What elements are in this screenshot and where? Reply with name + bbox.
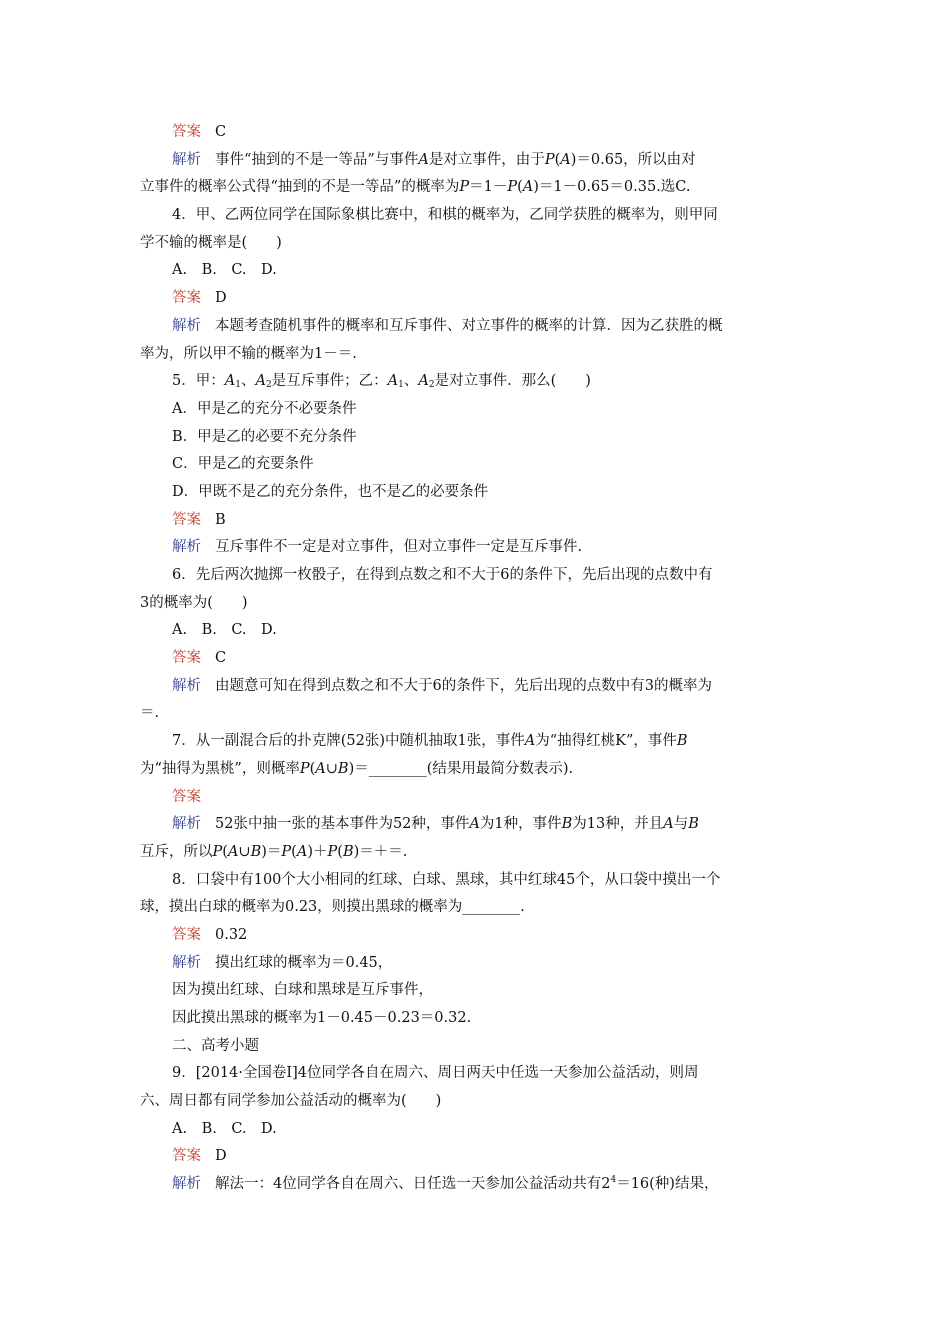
- question-6: 6．先后两次抛掷一枚骰子，在得到点数之和不大于6的条件下，先后出现的点数中有: [172, 567, 713, 583]
- explanation-tag: 解析: [172, 151, 201, 168]
- section-heading: 二、高考小题: [172, 1037, 259, 1054]
- math-var: B: [337, 760, 349, 777]
- answer-line: [140, 784, 812, 812]
- explanation-text: 摸出红球的概率为＝0.45，: [215, 954, 393, 971]
- explanation-line: [140, 534, 812, 562]
- math-var: P: [212, 843, 223, 860]
- explanation-tag: 解析: [172, 954, 201, 971]
- text-run: (: [337, 843, 343, 860]
- explanation-tag: 解析: [172, 677, 201, 694]
- subscript: 1: [398, 380, 404, 391]
- explanation-line: [140, 147, 812, 175]
- text-run: (: [517, 179, 523, 196]
- question-4: 4．甲、乙两位同学在国际象棋比赛中，和棋的概率为，乙同学获胜的概率为，则甲同: [172, 207, 718, 224]
- explanation-text: 互斥事件不一定是对立事件，但对立事件一定是互斥事件.: [215, 539, 583, 556]
- text-run: 为13种，并且: [572, 816, 664, 833]
- question-5: [140, 368, 812, 396]
- question-4-options: A. B. C. D.: [172, 262, 277, 279]
- text-run: 52张中抽一张的基本事件为52种，事件: [215, 816, 470, 833]
- question-8-cont: 球，摸出白球的概率为0.23，则摸出黑球的概率为________.: [140, 899, 525, 916]
- text-run: )＝________(结果用最简分数表示).: [348, 760, 574, 777]
- superscript: 4: [610, 1175, 617, 1186]
- math-var: A: [522, 179, 534, 196]
- math-var: A: [315, 760, 326, 777]
- option-d: D．甲既不是乙的充分条件，也不是乙的必要条件: [172, 483, 489, 500]
- question-8: 8．口袋中有100个大小相同的红球、白球、黑球，其中红球45个，从口袋中摸出一个: [172, 871, 721, 888]
- text-run: 为“抽得为黑桃”，则概率: [140, 760, 300, 777]
- answer-tag: 答案: [172, 290, 201, 307]
- text-run: (: [309, 760, 316, 777]
- math-var: P: [327, 843, 338, 860]
- text-run: (: [222, 843, 228, 860]
- explanation-tag: 解析: [172, 317, 201, 334]
- math-var: A: [255, 373, 266, 390]
- math-var: A: [469, 816, 480, 833]
- math-var: A: [296, 843, 308, 860]
- answer-tag: 答案: [172, 788, 201, 805]
- text-run: )＝1－0.65＝0.35.选C.: [533, 179, 691, 196]
- answer-line: [140, 507, 812, 535]
- math-var: A: [227, 843, 239, 860]
- answer-tag: 答案: [172, 926, 201, 943]
- text-run: 、: [403, 373, 419, 390]
- answer-text: C: [215, 650, 227, 667]
- document-body: [140, 119, 812, 1199]
- math-var: A: [387, 373, 399, 390]
- question-4-cont: 学不输的概率是( ): [140, 234, 282, 251]
- text-line: 率为，所以甲不输的概率为1－＝.: [140, 345, 357, 362]
- text-run: 立事件的概率公式得“抽到的不是一等品”的概率为: [140, 179, 460, 196]
- answer-text: D: [215, 290, 227, 307]
- text-run: 7．从一副混合后的扑克牌(52张)中随机抽取1张，事件: [172, 733, 525, 750]
- explanation-line: [140, 1171, 812, 1199]
- text-run: ∪: [238, 843, 251, 860]
- answer-line: [140, 645, 812, 673]
- math-var: B: [250, 843, 262, 860]
- text-run: ＝16(种)结果，: [616, 1176, 719, 1193]
- answer-line: [140, 922, 812, 950]
- text-run: 互斥，所以: [140, 843, 213, 860]
- text-run: 5．甲：: [172, 373, 225, 390]
- text-run: (: [554, 151, 561, 168]
- text-line: 因为摸出红球、白球和黑球是互斥事件，: [172, 982, 433, 999]
- text-line: [140, 839, 812, 867]
- explanation-tag: 解析: [172, 1176, 201, 1193]
- question-9: 9．[2014·全国卷Ⅰ]4位同学各自在周六、周日两天中任选一天参加公益活动，则周: [172, 1065, 699, 1082]
- question-9-cont: 六、周日都有同学参加公益活动的概率为( ): [140, 1093, 442, 1110]
- text-line: 因此摸出黑球的概率为1－0.45－0.23＝0.32.: [172, 1010, 472, 1026]
- question-6-cont: 3的概率为( ): [140, 594, 248, 611]
- math-var: P: [507, 179, 518, 196]
- explanation-tag: 解析: [172, 816, 201, 833]
- math-var: A: [560, 151, 571, 168]
- math-var: B: [676, 733, 688, 750]
- question-6-options: A. B. C. D.: [172, 622, 277, 639]
- text-line: [140, 174, 812, 202]
- explanation-text: 由题意可知在得到点数之和不大于6的条件下，先后出现的点数中有3的概率为: [215, 677, 712, 694]
- math-var: A: [524, 733, 536, 750]
- subscript: 1: [235, 380, 241, 391]
- math-var: B: [561, 816, 573, 833]
- text-run: )＝: [261, 843, 282, 860]
- text-run: 事件“抽到的不是一等品”与事件: [215, 151, 419, 168]
- text-run: )＋: [307, 843, 328, 860]
- math-var: A: [418, 373, 429, 390]
- math-var: P: [544, 151, 555, 168]
- math-var: A: [663, 816, 674, 833]
- text-run: ＝1－: [469, 179, 508, 196]
- text-run: (: [291, 843, 297, 860]
- text-run: 是对立事件．那么( ): [434, 373, 591, 390]
- math-var: P: [299, 760, 310, 777]
- question-7: [140, 728, 812, 756]
- text-run: 解法一：4位同学各自在周六、日任选一天参加公益活动共有: [215, 1176, 602, 1193]
- answer-line: [140, 1143, 812, 1171]
- option-b: B．甲是乙的必要不充分条件: [172, 428, 357, 445]
- explanation-line: [140, 950, 812, 978]
- answer-tag: 答案: [172, 1148, 201, 1165]
- text-run: 为“抽得红桃K”，事件: [535, 733, 677, 750]
- math-number: 2: [601, 1176, 611, 1193]
- option-a: A．甲是乙的充分不必要条件: [172, 400, 357, 417]
- answer-text: D: [215, 1148, 227, 1165]
- math-var: P: [459, 179, 470, 196]
- answer-line: [140, 285, 812, 313]
- text-line: ＝.: [140, 705, 160, 722]
- answer-text: C: [215, 124, 227, 140]
- answer-line: [140, 119, 812, 147]
- subscript: 2: [428, 380, 435, 391]
- text-run: )＝＋＝.: [353, 843, 408, 860]
- explanation-line: [140, 313, 812, 341]
- math-var: B: [688, 816, 699, 833]
- text-run: 是对立事件，由于: [428, 151, 545, 168]
- text-run: )＝0.65，所以由对: [570, 151, 696, 168]
- math-var: A: [418, 151, 429, 168]
- answer-tag: 答案: [172, 124, 201, 140]
- explanation-tag: 解析: [172, 539, 201, 556]
- math-var: A: [224, 373, 236, 390]
- question-7-cont: [140, 756, 812, 784]
- math-var: P: [281, 843, 292, 860]
- text-run: 是互斥事件；乙：: [271, 373, 388, 390]
- option-c: C．甲是乙的充要条件: [172, 456, 314, 473]
- answer-text: 0.32: [215, 926, 248, 943]
- explanation-text: 本题考查随机事件的概率和互斥事件、对立事件的概率的计算．因为乙获胜的概: [215, 317, 723, 334]
- answer-tag: 答案: [172, 511, 201, 528]
- question-9-options: A. B. C. D.: [172, 1120, 277, 1137]
- explanation-line: [140, 811, 812, 839]
- subscript: 2: [265, 380, 272, 391]
- answer-text: B: [215, 511, 226, 528]
- text-run: 为1种，事件: [479, 816, 562, 833]
- answer-tag: 答案: [172, 650, 201, 667]
- text-run: 、: [240, 373, 256, 390]
- math-var: B: [342, 843, 354, 860]
- explanation-line: [140, 673, 812, 701]
- text-run: 与: [673, 816, 689, 833]
- text-run: ∪: [325, 760, 338, 777]
